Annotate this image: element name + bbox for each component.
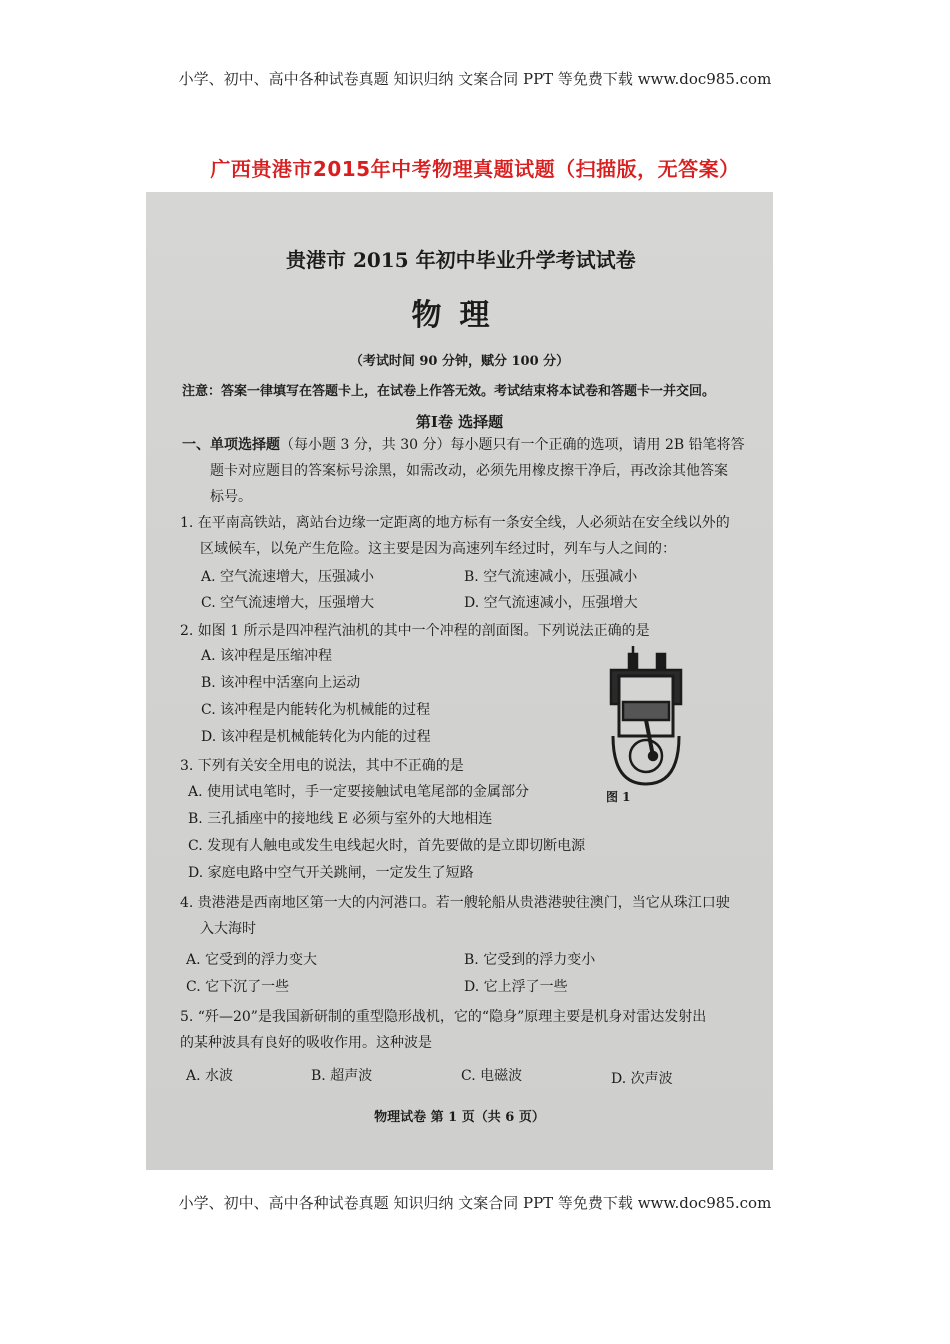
q4-option-b: B. 它受到的浮力变小: [464, 952, 596, 968]
question-3: [180, 753, 755, 779]
q1-option-d: D. 空气流速减小，压强增大: [464, 595, 638, 611]
q5-option-d: D. 次声波: [611, 1071, 673, 1087]
q4-option-d: D. 它上浮了一些: [464, 979, 568, 995]
question-1: [180, 510, 755, 562]
q2-option-b: B. 该冲程中活塞向上运动: [201, 675, 361, 691]
question-4-line2: 入大海时: [200, 921, 256, 937]
document-title: 广西贵港市2015年中考物理真题试题（扫描版，无答案）: [210, 157, 740, 181]
part-lead: 一、单项选择题: [182, 437, 280, 453]
exam-notice: 注意：答案一律填写在答题卡上，在试卷上作答无效。考试结束将本试卷和答题卡一并交回。: [182, 384, 716, 399]
question-1-line2: 区域候车，以免产生危险。这主要是因为高速列车经过时，列车与人之间的：: [200, 541, 676, 557]
part-intro-line2: 题卡对应题目的答案标号涂黑，如需改动，必须先用橡皮擦干净后，再改涂其他答案: [210, 463, 728, 479]
site-header: 小学、初中、高中各种试卷真题 知识归纳 文案合同 PPT 等免费下载 www.doc985.com: [178, 70, 772, 88]
question-2: [180, 618, 755, 644]
q5-option-c: C. 电磁波: [461, 1068, 523, 1084]
site-footer: 小学、初中、高中各种试卷真题 知识归纳 文案合同 PPT 等免费下载 www.doc985.com: [178, 1194, 772, 1212]
q3-option-b: B. 三孔插座中的接地线 E 必须与室外的大地相连: [188, 811, 493, 827]
section-title: 第Ⅰ卷 选择题: [415, 413, 504, 431]
q2-option-d: D. 该冲程是机械能转化为内能的过程: [201, 729, 431, 745]
question-5: [180, 1004, 755, 1056]
question-2-line1: 2. 如图 1 所示是四冲程汽油机的其中一个冲程的剖面图。下列说法正确的是: [180, 623, 650, 639]
q3-option-a: A. 使用试电笔时，手一定要接触试电笔尾部的金属部分: [188, 784, 530, 800]
q3-option-c: C. 发现有人触电或发生电线起火时，首先要做的是立即切断电源: [188, 838, 586, 854]
q4-option-c: C. 它下沉了一些: [186, 979, 290, 995]
exam-time: （考试时间 90 分钟，赋分 100 分）: [349, 354, 570, 369]
part-intro-line1: （每小题 3 分，共 30 分）每小题只有一个正确的选项，请用 2B 铅笔将答: [280, 437, 745, 453]
question-3-line1: 3. 下列有关安全用电的说法，其中不正确的是: [180, 758, 464, 774]
q2-option-c: C. 该冲程是内能转化为机械能的过程: [201, 702, 431, 718]
question-1-line1: 1. 在平南高铁站，离站台边缘一定距离的地方标有一条安全线，人必须站在安全线以外的: [180, 515, 730, 531]
scanned-exam-page: [146, 192, 773, 1170]
q3-option-d: D. 家庭电路中空气开关跳闸，一定发生了短路: [188, 865, 474, 881]
q5-option-a: A. 水波: [186, 1068, 234, 1084]
q4-option-a: A. 它受到的浮力变大: [186, 952, 318, 968]
q1-option-b: B. 空气流速减小，压强减小: [464, 569, 638, 585]
exam-title: 贵港市 2015 年初中毕业升学考试试卷: [286, 248, 636, 272]
subject-title: 物理: [411, 298, 508, 333]
figure-1-label: 图 1: [606, 790, 631, 804]
question-5-line1: 5. “歼—20”是我国新研制的重型隐形战机，它的“隐身”原理主要是机身对雷达发射出: [180, 1009, 707, 1025]
part-intro-line3: 标号。: [210, 489, 252, 505]
question-5-line2: 的某种波具有良好的吸收作用。这种波是: [180, 1035, 432, 1051]
q1-option-a: A. 空气流速增大，压强减小: [201, 569, 375, 585]
q1-option-c: C. 空气流速增大，压强增大: [201, 595, 375, 611]
q2-option-a: A. 该冲程是压缩冲程: [201, 648, 333, 664]
q5-option-b: B. 超声波: [311, 1068, 373, 1084]
part-instructions: [182, 432, 752, 510]
exam-page-footer: 物理试卷 第 1 页（共 6 页）: [374, 1110, 545, 1125]
question-4: [180, 890, 755, 942]
question-4-line1: 4. 贵港港是西南地区第一大的内河港口。若一艘轮船从贵港港驶往澳门，当它从珠江口驶: [180, 895, 730, 911]
